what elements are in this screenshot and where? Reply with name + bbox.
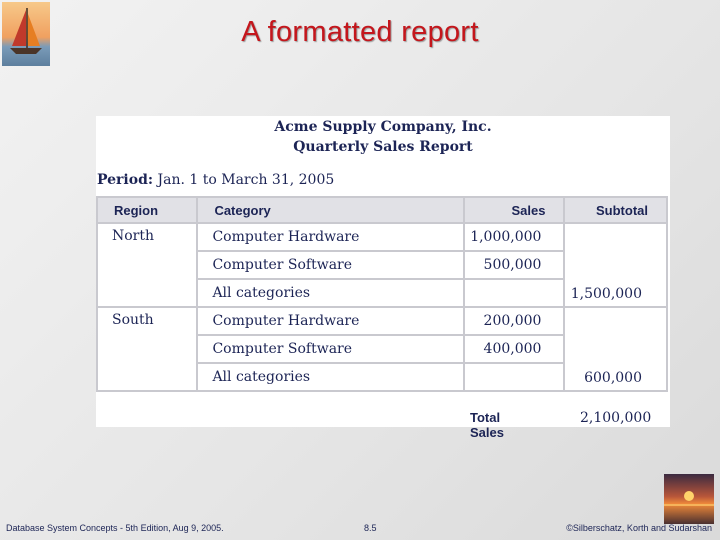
column-header-subtotal: Subtotal — [565, 198, 666, 222]
total-sales-label: Total Sales — [470, 410, 504, 440]
period-label: Period: — [97, 172, 154, 188]
category-cell: Computer Hardware — [198, 308, 463, 334]
footer-copyright: ©Silberschatz, Korth and Sudarshan — [566, 523, 712, 533]
category-cell: Computer Hardware — [198, 224, 463, 250]
table-row — [98, 308, 666, 334]
sales-cell — [465, 280, 563, 306]
sales-cell — [465, 364, 563, 390]
formatted-report — [96, 116, 670, 440]
category-cell: All categories — [198, 364, 463, 390]
column-header-region: Region — [98, 198, 196, 222]
footer-edition: Database System Concepts - 5th Edition, Aug 9, 2005. — [6, 523, 224, 533]
sunset-logo — [664, 474, 714, 524]
category-cell: Computer Software — [198, 336, 463, 362]
column-header-category: Category — [198, 198, 463, 222]
report-subtitle: Quarterly Sales Report — [293, 139, 473, 155]
sales-cell: 1,000,000 — [465, 224, 563, 250]
sales-cell: 400,000 — [465, 336, 563, 362]
subtotal-cell: 600,000 — [565, 308, 666, 390]
total-sales-value: 2,100,000 — [580, 410, 652, 426]
category-cell: Computer Software — [198, 252, 463, 278]
category-cell: All categories — [198, 280, 463, 306]
column-header-sales: Sales — [465, 198, 563, 222]
slide-title: A formatted report — [241, 16, 479, 48]
company-name: Acme Supply Company, Inc. — [274, 119, 492, 135]
table-row — [98, 224, 666, 250]
footer-page-number: 8.5 — [364, 523, 377, 533]
sales-table — [96, 196, 668, 392]
region-cell: South — [98, 308, 196, 390]
subtotal-cell: 1,500,000 — [565, 224, 666, 306]
period-line — [97, 172, 334, 188]
sales-cell: 500,000 — [465, 252, 563, 278]
region-cell: North — [98, 224, 196, 306]
sales-cell: 200,000 — [465, 308, 563, 334]
period-value: Jan. 1 to March 31, 2005 — [157, 172, 335, 188]
table-header-row — [98, 198, 666, 222]
